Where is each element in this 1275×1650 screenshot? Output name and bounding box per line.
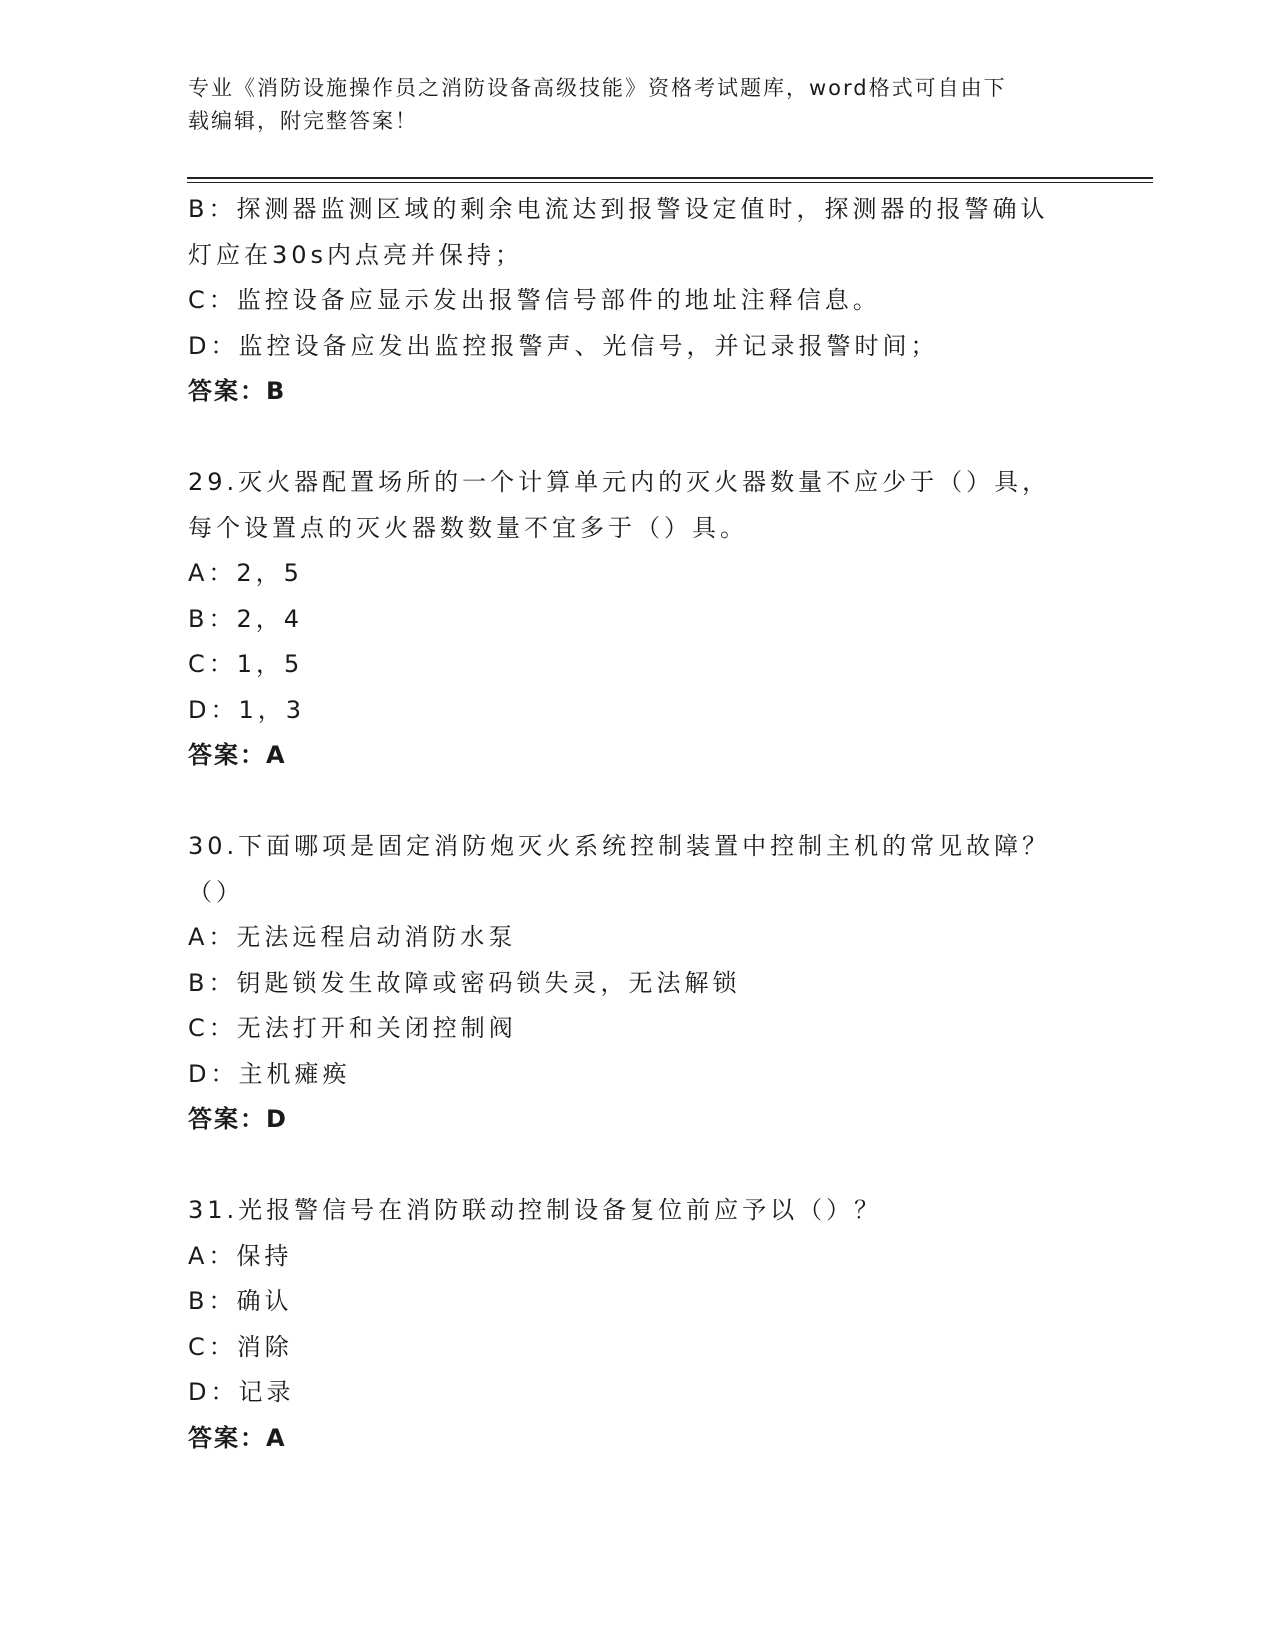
option-b: B：确认 <box>188 1287 293 1315</box>
answer-value: A <box>266 1423 287 1452</box>
option-c: C：消除 <box>188 1332 293 1361</box>
option-b: B：钥匙锁发生故障或密码锁失灵，无法解锁 <box>188 968 741 997</box>
answer-label: 答案： <box>188 741 266 769</box>
answer-value: A <box>266 741 287 769</box>
answer-label: 答案： <box>188 1423 266 1452</box>
option-d: D：记录 <box>188 1378 295 1406</box>
option-line: B：探测器监测区域的剩余电流达到报警设定值时，探测器的报警确认 <box>188 195 1049 223</box>
option-line: C：监控设备应显示发出报警信号部件的地址注释信息。 <box>188 286 881 314</box>
header-line-2: 载编辑，附完整答案！ <box>188 109 418 133</box>
question-29 <box>188 460 1088 779</box>
answer-value: D <box>266 1105 288 1133</box>
question-stem: （） <box>188 877 244 906</box>
header-divider <box>187 177 1153 183</box>
answer-label: 答案： <box>188 1105 266 1133</box>
question-stem: 30.下面哪项是固定消防炮灭火系统控制装置中控制主机的常见故障？ <box>188 832 1051 860</box>
answer-line <box>188 1097 1088 1143</box>
option-c: C：1，5 <box>188 650 304 678</box>
question-30 <box>188 824 1088 1143</box>
header-line-1: 专业《消防设施操作员之消防设备高级技能》资格考试题库，word格式可自由下 <box>188 76 1007 100</box>
option-line: 灯应在30s内点亮并保持； <box>188 240 524 269</box>
option-b: B：2，4 <box>188 604 304 633</box>
question-31 <box>188 1188 1088 1461</box>
question-stem: 31.光报警信号在消防联动控制设备复位前应予以（）？ <box>188 1196 883 1224</box>
option-d: D：主机瘫痪 <box>188 1059 351 1088</box>
document-header <box>188 72 1068 138</box>
answer-label: 答案： <box>188 377 266 405</box>
option-line: D：监控设备应发出监控报警声、光信号，并记录报警时间； <box>188 331 939 360</box>
answer-line <box>188 369 1088 415</box>
question-stem: 29.灭火器配置场所的一个计算单元内的灭火器数量不应少于（）具， <box>188 468 1051 496</box>
option-a: A：保持 <box>188 1241 293 1270</box>
question-28-continuation <box>188 187 1088 415</box>
answer-line <box>188 1416 1088 1462</box>
answer-line <box>188 733 1088 779</box>
question-list <box>188 187 1088 1461</box>
option-c: C：无法打开和关闭控制阀 <box>188 1014 517 1042</box>
option-a: A：2，5 <box>188 559 303 587</box>
question-stem: 每个设置点的灭火器数数量不宜多于（）具。 <box>188 513 748 542</box>
option-a: A：无法远程启动消防水泵 <box>188 923 517 951</box>
answer-value: B <box>266 377 287 405</box>
option-d: D：1，3 <box>188 695 306 724</box>
